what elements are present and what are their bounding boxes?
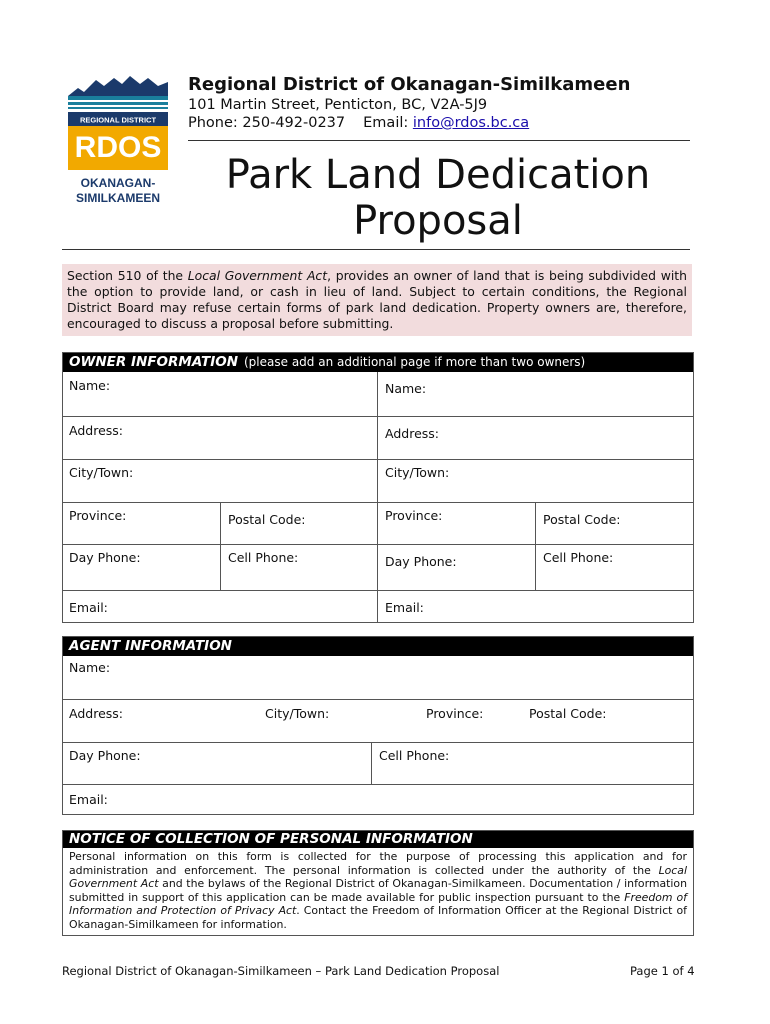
page-number: Page 1 of 4: [630, 964, 695, 978]
owner1-province-label: Province:: [69, 508, 127, 523]
owner1-address-field[interactable]: [63, 417, 377, 459]
agent-cell-phone-label: Cell Phone:: [379, 748, 450, 763]
intro-paragraph: [62, 264, 692, 336]
logo-line1: OKANAGAN-: [80, 176, 156, 190]
agent-row-name: [63, 656, 693, 699]
owner2-name-field[interactable]: [377, 372, 693, 416]
intro-text-1: Section 510 of the: [67, 268, 188, 283]
owner-heading-text: OWNER INFORMATION: [69, 354, 238, 370]
owner2-email-field[interactable]: [377, 591, 693, 622]
owner2-province-field[interactable]: [377, 503, 535, 544]
page-title-line2: Proposal: [353, 198, 523, 244]
owner2-province-label: Province:: [385, 508, 443, 523]
notice-text-1: Personal information on this form is collected for the purpose of processing this application and for administration and enforcement. The personal information is collected under the authority of the: [69, 850, 687, 877]
owner1-email-label: Email:: [69, 600, 108, 615]
owner-row-email: [63, 590, 693, 622]
owner1-cell-phone-label: Cell Phone:: [228, 550, 299, 565]
agent-address-label: Address:: [69, 706, 123, 721]
owner1-name-label: Name:: [69, 378, 111, 393]
owner2-email-label: Email:: [385, 600, 424, 615]
agent-day-phone-field[interactable]: [63, 743, 371, 784]
agent-email-field[interactable]: [63, 785, 693, 814]
owner2-day-phone-field[interactable]: [377, 545, 535, 590]
org-phone: Phone: 250-492-0237: [188, 115, 346, 131]
notice-act-2: Freedom of Information and Protection of Privacy Act: [69, 890, 687, 918]
notice-text-2: and the bylaws of the Regional District of Okanagan-Similkameen. Documentation / information submitted in support of this application can be made available for public inspection pursuant to the: [69, 877, 687, 904]
footer-title: Regional District of Okanagan-Similkameen – Park Land Dedication Proposal: [62, 964, 500, 978]
owner2-cell-phone-field[interactable]: [535, 545, 693, 590]
owner2-city-label: City/Town:: [385, 465, 450, 480]
owner-heading: [63, 353, 693, 372]
owner2-address-label: Address:: [385, 426, 439, 441]
agent-province-label: Province:: [426, 706, 484, 721]
owner1-province-field[interactable]: [63, 503, 220, 544]
owner-section: [62, 352, 694, 623]
owner-row-name: [63, 372, 693, 416]
owner2-day-phone-label: Day Phone:: [385, 554, 457, 569]
title-rule: [62, 249, 690, 250]
agent-heading-text: AGENT INFORMATION: [69, 638, 232, 654]
owner2-city-field[interactable]: [377, 460, 693, 502]
notice-act-1: Local Government Act: [69, 863, 687, 891]
agent-name-label: Name:: [69, 660, 111, 675]
intro-text-2: , provides an owner of land that is being subdivided with the option to provide land, or cash in lieu of land. Subject to certain conditions, the Regional District Board may refuse certain forms of park land dedication. Property owners are, therefore, encouraged to discuss a proposal before submitting.: [67, 268, 687, 331]
notice-heading-text: NOTICE OF COLLECTION OF PERSONAL INFORMATION: [69, 831, 473, 847]
email-link[interactable]: info@rdos.bc.ca: [412, 115, 530, 131]
agent-row-phone: [63, 742, 693, 784]
owner2-postal-field[interactable]: [535, 503, 693, 544]
owner1-email-field[interactable]: [63, 591, 377, 622]
owner1-cell-phone-field[interactable]: [220, 545, 377, 590]
owner2-cell-phone-label: Cell Phone:: [543, 550, 614, 565]
owner-row-province: [63, 502, 693, 544]
owner1-postal-field[interactable]: [220, 503, 377, 544]
agent-email-label: Email:: [69, 792, 108, 807]
org-address: 101 Martin Street, Penticton, BC, V2A-5J9: [188, 97, 488, 113]
agent-name-field[interactable]: [63, 656, 693, 699]
owner1-name-field[interactable]: [63, 372, 377, 416]
owner1-day-phone-label: Day Phone:: [69, 550, 141, 565]
owner-heading-note: (please add an additional page if more than two owners): [244, 355, 586, 369]
agent-city-label: City/Town:: [265, 706, 330, 721]
agent-row-address: [63, 699, 693, 742]
agent-day-phone-label: Day Phone:: [69, 748, 141, 763]
owner1-address-label: Address:: [69, 423, 123, 438]
rdos-logo: [68, 74, 168, 214]
owner-row-phone: [63, 544, 693, 590]
agent-heading: [63, 637, 693, 656]
owner2-name-label: Name:: [385, 381, 427, 396]
owner1-day-phone-field[interactable]: [63, 545, 220, 590]
notice-text-3: . Contact the Freedom of Information Officer at the Regional District of Okanagan-Similkameen for information.: [69, 904, 687, 931]
notice-body: [63, 848, 693, 935]
owner-row-address: [63, 416, 693, 459]
owner1-city-field[interactable]: [63, 460, 377, 502]
agent-address-field[interactable]: [63, 700, 693, 742]
page-title-line1: Park Land Dedication: [225, 152, 651, 198]
agent-row-email: [63, 784, 693, 814]
owner1-postal-label: Postal Code:: [228, 512, 306, 527]
org-contact: [188, 115, 529, 131]
org-name: Regional District of Okanagan-Similkameen: [188, 74, 631, 95]
owner-row-city: [63, 459, 693, 502]
agent-cell-phone-field[interactable]: [371, 743, 693, 784]
owner2-postal-label: Postal Code:: [543, 512, 621, 527]
intro-act: Local Government Act: [187, 268, 328, 283]
agent-section: [62, 636, 694, 815]
email-label: Email:: [363, 115, 409, 131]
agent-postal-label: Postal Code:: [529, 706, 607, 721]
header-rule: [188, 140, 690, 141]
notice-heading: [63, 831, 693, 848]
logo-line2: SIMILKAMEEN: [76, 191, 160, 205]
notice-section: [62, 830, 694, 936]
owner2-address-field[interactable]: [377, 417, 693, 459]
logo-banner: REGIONAL DISTRICT: [79, 115, 157, 125]
owner1-city-label: City/Town:: [69, 465, 134, 480]
logo-acronym: RDOS: [74, 131, 162, 164]
